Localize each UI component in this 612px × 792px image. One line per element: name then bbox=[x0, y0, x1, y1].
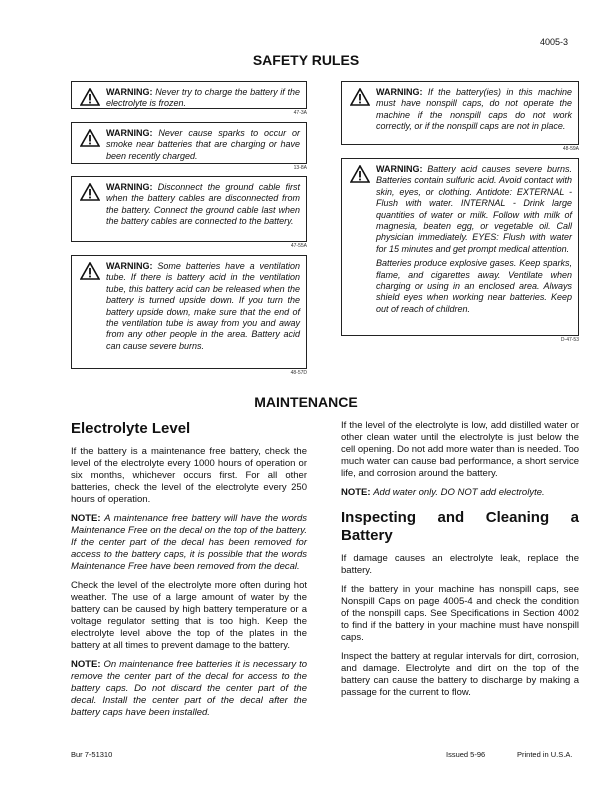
warning-triangle-icon bbox=[350, 165, 370, 183]
warning-text-explosive-gases: Batteries produce explosive gases. Keep sparks, flame, and cigarettes away. Ventilate when charging or using in an enclosed area. Always shield eyes when working near batteries. Keep out of reach of children. bbox=[376, 258, 572, 314]
warning-triangle-icon bbox=[80, 88, 100, 106]
warning-code: 13-8A bbox=[293, 165, 307, 171]
note bbox=[341, 487, 579, 499]
note-text: A maintenance free battery will have the words Maintenance Free on the decal on the top of the battery. If the center part of the decal has been removed for access to the battery caps, it is possible that the words Maintenance Free have been removed from the decal. bbox=[71, 513, 307, 572]
paragraph: Inspect the battery at regular intervals for dirt, corrosion, and damage. Electrolyte and dirt on the top of the battery can cause the battery to discharge by making a passage for the current to flow. bbox=[341, 651, 579, 698]
warning-box-nonspill-caps bbox=[341, 81, 579, 145]
warning-label: WARNING: bbox=[106, 128, 153, 138]
note bbox=[71, 513, 307, 573]
safety-rules-title: SAFETY RULES bbox=[252, 52, 360, 68]
electrolyte-level-section bbox=[71, 420, 307, 726]
warning-triangle-icon bbox=[80, 129, 100, 147]
warning-label: WARNING: bbox=[106, 261, 153, 271]
warning-triangle-icon bbox=[350, 88, 370, 106]
warning-box-ground-cable bbox=[71, 176, 307, 242]
footer-issued: Issued 5-96 bbox=[446, 750, 486, 759]
paragraph: If the battery is a maintenance free battery, check the level of the electrolyte every 1000 hours of operation or six months, whichever occurs first. For all other batteries, check the level of the electrolyte every 250 hours of operation. bbox=[71, 446, 307, 505]
warning-code: 48-59A bbox=[562, 146, 579, 152]
note bbox=[71, 659, 307, 719]
warning-code: D-47-53 bbox=[560, 337, 579, 343]
warning-label: WARNING: bbox=[106, 87, 153, 97]
warning-label: WARNING: bbox=[376, 164, 423, 174]
note-label: NOTE: bbox=[71, 659, 101, 670]
warning-triangle-icon bbox=[80, 183, 100, 201]
warning-text: Some batteries have a ventilation tube. If there is battery acid in the ventilation tube, this battery acid can be released when the battery is turned upside down. If you turn the battery upside down, make sure that the end of the ventilation tube is away from you and away from any other people in the area. Battery acid can cause severe burns. bbox=[106, 261, 300, 351]
inspecting-cleaning-heading: Inspecting and Cleaning a Battery bbox=[341, 509, 579, 544]
warning-box-battery-acid bbox=[341, 158, 579, 336]
warning-text: If the battery(ies) in this machine must have nonspill caps, do not operate the machine if the nonspill caps do not work correctly, or if the nonspill caps are not in place. bbox=[376, 87, 572, 132]
note-text: On maintenance free batteries it is necessary to remove the center part of the decal for access to the battery caps. Do not discard the center part of the decal. Install the center part of the decal after the battery caps have been installed. bbox=[71, 659, 307, 718]
warning-code: 47-3A bbox=[293, 110, 307, 116]
warning-code: 48-57D bbox=[290, 370, 307, 376]
warning-text: Never cause sparks to occur or smoke near batteries that are charging or have been recently charged. bbox=[106, 128, 300, 161]
warning-triangle-icon bbox=[80, 262, 100, 280]
footer-doc-number: Bur 7-51310 bbox=[71, 750, 113, 759]
paragraph: Check the level of the electrolyte more often during hot weather. The use of a large amount of water by the battery can be caused by high battery temperature or a voltage regulator setting that is too high. Keep the electrolyte level above the top of the plates in the battery at all times to prevent damage to the battery. bbox=[71, 580, 307, 651]
page-number: 4005-3 bbox=[539, 37, 568, 47]
warning-label: WARNING: bbox=[376, 87, 423, 97]
warning-box-frozen bbox=[71, 81, 307, 109]
warning-text: Disconnect the ground cable first when the battery cables are disconnected from the battery. Connect the ground cable last when the battery cables are connected to the battery. bbox=[106, 182, 300, 227]
maintenance-title: MAINTENANCE bbox=[254, 394, 358, 410]
inspecting-cleaning-section bbox=[341, 420, 579, 706]
electrolyte-level-heading: Electrolyte Level bbox=[71, 420, 191, 437]
warning-box-sparks bbox=[71, 122, 307, 164]
note-label: NOTE: bbox=[341, 487, 371, 498]
note-text: Add water only. DO NOT add electrolyte. bbox=[373, 487, 545, 498]
footer-printed: Printed in U.S.A. bbox=[517, 750, 573, 759]
paragraph: If the battery in your machine has nonspill caps, see Nonspill Caps on page 4005-4 and check the condition of the nonspill caps. See Specifications in Section 4002 to find if the battery in your machine must have nonspill caps. bbox=[341, 584, 579, 643]
paragraph: If the level of the electrolyte is low, add distilled water or other clean water until the electrolyte is just below the cell opening. Do not add more water than is needed. Too much water can cause bad performance, a short service life, and corrosion around the battery. bbox=[341, 420, 580, 479]
warning-text: Battery acid causes severe burns. Batteries contain sulfuric acid. Avoid contact with skin, eyes, or clothing. Antidote: EXTERNAL - Flush with water. INTERNAL - Drink large quantities of water or milk. Follow with milk of magnesia, beaten egg, or vegetable oil. Call physician immediately. EYES: Flush with water for 15 minutes and get prompt medical attention. bbox=[376, 164, 572, 254]
warning-text: Never try to charge the battery if the electrolyte is frozen. bbox=[106, 87, 300, 109]
warning-box-ventilation-tube bbox=[71, 255, 307, 369]
paragraph: If damage causes an electrolyte leak, replace the battery. bbox=[341, 553, 579, 576]
warning-code: 47-55A bbox=[290, 243, 307, 249]
warning-label: WARNING: bbox=[106, 182, 153, 192]
note-label: NOTE: bbox=[71, 513, 101, 524]
